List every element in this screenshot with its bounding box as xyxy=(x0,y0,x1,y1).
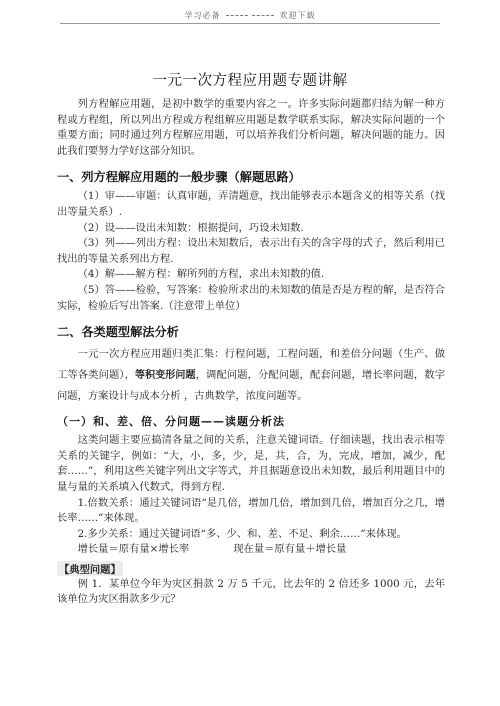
document-title: 一元一次方程应用题专题讲解 xyxy=(152,73,348,89)
types-paragraph xyxy=(57,344,445,407)
page-header xyxy=(0,10,500,21)
header-rule xyxy=(60,23,440,24)
document-body xyxy=(57,97,445,608)
typical-problem-tag: 【典型问题】 xyxy=(57,561,123,576)
relation-item: 1.倍数关系：通过关键词语“是几倍，增加几倍，增加到几倍，增加百分之几，增长率……”来体现。 xyxy=(57,496,445,525)
step-item: （3）列——列出方程：设出未知数后，表示出有关的含字母的式子，然后利用已找出的等量关系列出方程. xyxy=(57,237,445,265)
subsection-heading: （一）和、差、倍、分问题——读题分析法 xyxy=(57,415,285,429)
step-item: （1）审——审题：认真审题，弄清题意，找出能够表示本题含义的相等关系（找出等量关系）. xyxy=(57,190,445,218)
section-heading-types: 二、各类题型解法分析 xyxy=(57,325,179,340)
section-heading-steps: 一、列方程解应用题的一般步骤（解题思路） xyxy=(57,170,301,185)
step-item: （4）解——解方程：解所列的方程，求出未知数的值. xyxy=(77,268,325,281)
types-text-b: ，调配问题，分配问题，配套问题，增长率问题，数字问题，方案设计与成本分析 ，古典数学，浓度问题等。 xyxy=(57,369,445,403)
header-left-text: 学习必备 xyxy=(184,11,221,20)
step-item: （2）设——设出未知数：根据提问，巧设未知数. xyxy=(77,221,304,234)
types-text-a: 一元一次方程应用题归类汇集：行程问题，工程问题，和差倍分问题（生产、做工等各类问题）， xyxy=(57,348,445,382)
subsection-paragraph: 这类问题主要应搞清各量之间的关系，注意关键词语。仔细读题，找出表示相等关系的关键字，例如：“大，小，多，少，是，共，合，为，完成，增加，减少，配套……”，利用这些关键字列出文字等式，并且据题意设出未知数，最后利用题目中的量与量的关系填入代数式，得到方程. xyxy=(57,434,445,493)
formula-right: 现在量＝原有量＋增长量 xyxy=(233,543,347,556)
step-item: （5）答——检验，写答案：检验所求出的未知数的值是否是方程的解，是否符合实际，检验后写出答案.（注意带上单位） xyxy=(57,283,445,312)
example-problem: 例 1．某单位今年为灾区捐款 2 万 5 千元，比去年的 2 倍还多 1000 元，去年该单位为灾区捐款多少元？ xyxy=(57,577,445,606)
formula-left: 增长量＝原有量×增长率 xyxy=(77,543,190,556)
types-bold-term: 等积变形问题 xyxy=(135,370,196,382)
header-right-text: 欢迎下载 xyxy=(279,11,316,20)
relation-item: 2.多少关系：通过关键词语“多、少、和、差、不足、剩余……”来体现。 xyxy=(77,527,407,540)
header-separator xyxy=(252,15,274,16)
intro-paragraph: 列方程解应用题，是初中数学的重要内容之一。许多实际问题都归结为解一种方程或方程组，所以列出方程或方程组解应用题是数学联系实际，解决实际问题的一个重要方面；同时通过列方程解应用题，可以培养我们分析问题，解决问题的能力。因此我们要努力学好这部分知识。 xyxy=(57,98,445,157)
formula-line xyxy=(57,542,445,558)
header-separator xyxy=(226,15,248,16)
